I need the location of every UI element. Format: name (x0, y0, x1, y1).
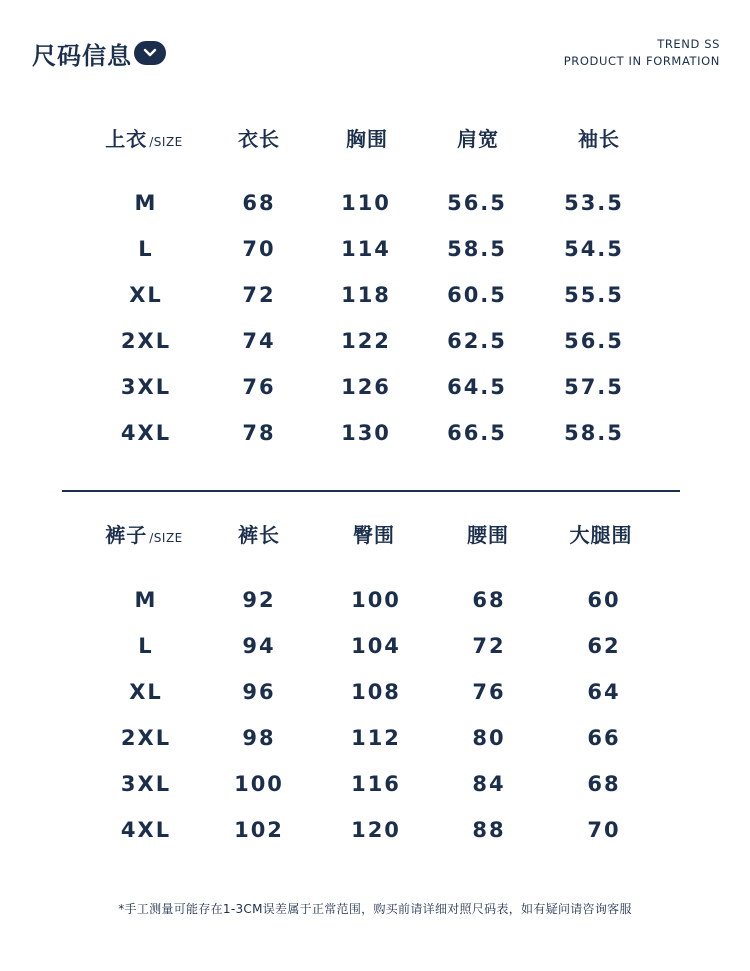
pants-value-cell: 68 (587, 772, 621, 796)
tops-header-row (0, 124, 750, 154)
tops-col-header: 肩宽 (457, 127, 499, 151)
pants-value-cell: 62 (587, 634, 621, 658)
pants-value-cell: 102 (234, 818, 284, 842)
tops-value-cell: 56.5 (447, 191, 507, 215)
tops-size-cell: L (138, 237, 154, 261)
tops-table-row (0, 326, 750, 356)
pants-value-cell: 68 (472, 588, 506, 612)
tops-size-tag: /SIZE (149, 135, 183, 149)
pants-value-cell: 92 (242, 588, 276, 612)
tops-value-cell: 70 (242, 237, 276, 261)
pants-value-cell: 60 (587, 588, 621, 612)
pants-value-cell: 88 (472, 818, 506, 842)
pants-size-tag: /SIZE (149, 531, 183, 545)
tops-label (105, 124, 183, 154)
pants-size-cell: 3XL (120, 772, 172, 796)
brand-line-2: PRODUCT IN FORMATION (563, 54, 720, 68)
tops-table-row (0, 372, 750, 402)
tops-col-header: 胸围 (346, 127, 388, 151)
pants-table-row (0, 677, 750, 707)
brand-block (564, 36, 720, 70)
pants-value-cell: 64 (587, 680, 621, 704)
tops-value-cell: 114 (341, 237, 391, 261)
tops-table-row (0, 234, 750, 264)
section-divider (62, 490, 680, 492)
pants-size-cell: L (138, 634, 154, 658)
tops-size-cell: M (134, 191, 158, 215)
pants-size-cell: XL (129, 680, 163, 704)
pants-value-cell: 98 (242, 726, 276, 750)
tops-value-cell: 72 (242, 283, 276, 307)
tops-value-cell: 130 (341, 421, 391, 445)
tops-size-cell: XL (129, 283, 163, 307)
page-title: 尺码信息 (32, 42, 132, 70)
pants-col-header: 大腿围 (569, 523, 633, 547)
pants-value-cell: 66 (587, 726, 621, 750)
tops-value-cell: 74 (242, 329, 276, 353)
tops-size-cell: 2XL (120, 329, 172, 353)
tops-table-row (0, 280, 750, 310)
tops-value-cell: 56.5 (564, 329, 624, 353)
pants-value-cell: 100 (351, 588, 401, 612)
chevron-down-icon[interactable] (134, 41, 166, 65)
tops-value-cell: 53.5 (564, 191, 624, 215)
tops-value-cell: 55.5 (564, 283, 624, 307)
pants-col-header: 腰围 (467, 523, 509, 547)
pants-value-cell: 116 (351, 772, 401, 796)
tops-label-text: 上衣 (105, 127, 148, 151)
pants-value-cell: 76 (472, 680, 506, 704)
pants-value-cell: 104 (351, 634, 401, 658)
tops-table-row (0, 188, 750, 218)
brand-line-1: TREND SS (657, 37, 720, 51)
tops-value-cell: 66.5 (447, 421, 507, 445)
pants-value-cell: 96 (242, 680, 276, 704)
tops-value-cell: 78 (242, 421, 276, 445)
tops-size-cell: 4XL (120, 421, 172, 445)
tops-value-cell: 58.5 (564, 421, 624, 445)
tops-value-cell: 118 (341, 283, 391, 307)
pants-table-row (0, 631, 750, 661)
pants-col-header: 裤长 (238, 523, 280, 547)
tops-value-cell: 62.5 (447, 329, 507, 353)
pants-value-cell: 120 (351, 818, 401, 842)
tops-value-cell: 64.5 (447, 375, 507, 399)
pants-value-cell: 80 (472, 726, 506, 750)
pants-size-cell: M (134, 588, 158, 612)
measurement-note: *手工测量可能存在1-3CM误差属于正常范围，购买前请详细对照尺码表，如有疑问请咨询客服 (118, 902, 632, 916)
pants-value-cell: 94 (242, 634, 276, 658)
pants-value-cell: 84 (472, 772, 506, 796)
pants-size-cell: 4XL (120, 818, 172, 842)
tops-value-cell: 76 (242, 375, 276, 399)
pants-table-row (0, 815, 750, 845)
tops-col-header: 袖长 (578, 127, 620, 151)
pants-value-cell: 112 (351, 726, 401, 750)
pants-col-header: 臀围 (353, 523, 395, 547)
tops-value-cell: 110 (341, 191, 391, 215)
tops-table-row (0, 418, 750, 448)
pants-table-row (0, 585, 750, 615)
pants-table-row (0, 769, 750, 799)
tops-value-cell: 54.5 (564, 237, 624, 261)
tops-value-cell: 57.5 (564, 375, 624, 399)
tops-value-cell: 122 (341, 329, 391, 353)
tops-value-cell: 58.5 (447, 237, 507, 261)
tops-col-header: 衣长 (238, 127, 280, 151)
pants-value-cell: 70 (587, 818, 621, 842)
pants-value-cell: 72 (472, 634, 506, 658)
pants-table-row (0, 723, 750, 753)
pants-value-cell: 108 (351, 680, 401, 704)
pants-size-cell: 2XL (120, 726, 172, 750)
tops-value-cell: 60.5 (447, 283, 507, 307)
pants-label (105, 520, 183, 550)
pants-value-cell: 100 (234, 772, 284, 796)
pants-header-row (0, 520, 750, 550)
pants-label-text: 裤子 (105, 523, 148, 547)
tops-value-cell: 68 (242, 191, 276, 215)
tops-size-cell: 3XL (120, 375, 172, 399)
tops-value-cell: 126 (341, 375, 391, 399)
